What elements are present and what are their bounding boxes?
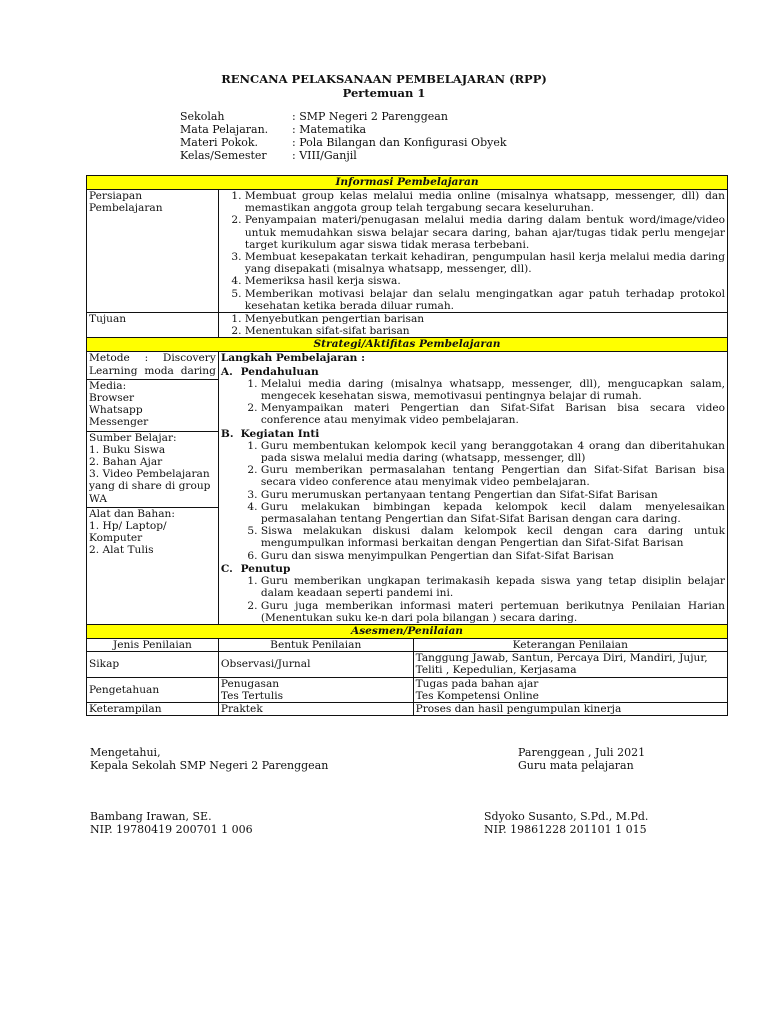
strategi-left-cell — [87, 352, 219, 624]
table-cell: Keterampilan — [87, 702, 219, 715]
persiapan-cell — [218, 190, 727, 313]
list-item: 5. Memberikan motivasi belajar dan selalu mengingatkan agar patuh terhadap protokol kesehatan ketika berada diluar rumah. — [245, 288, 725, 312]
section-letter: B. — [220, 427, 234, 440]
list-item: 4. Guru melakukan bimbingan kepada kelompok kecil dalam menyelesaikan permasalahan tentang Pengertian dan Sifat-Sifat Barisan dengan cara daring. — [261, 501, 725, 525]
media-label: Media: — [89, 379, 127, 392]
section-list — [221, 378, 725, 427]
identity-value: : Matematika — [292, 123, 367, 136]
list-item: 2. Penyampaian materi/penugasan melalui media daring dalam bentuk word/image/video untuk memudahkan siswa belajar secara daring, bahan ajar/tugas tidak perlu mengejar target kurikulum agar siswa tidak merasa terbebani. — [245, 214, 725, 251]
list-item: 2. Menentukan sifat-sifat barisan — [245, 325, 725, 337]
signature-text: Sdyoko Susanto, S.Pd., M.Pd. — [484, 810, 649, 823]
persiapan-list — [221, 190, 725, 312]
list-item: 3. Guru merumuskan pertanyaan tentang Pengertian dan Sifat-Sifat Barisan — [261, 489, 725, 501]
signature-text: Bambang Irawan, SE. — [90, 810, 212, 823]
list-item: Browser — [89, 392, 135, 405]
tujuan-label: Tujuan — [87, 313, 219, 338]
table-cell: Observasi/Jurnal — [218, 652, 413, 677]
list-item: 2. Bahan Ajar — [89, 456, 163, 469]
identity-row — [180, 110, 507, 123]
list-item: 1. Membuat group kelas melalui media online (misalnya whatsapp, messenger, dll) dan memastikan anggota group telah tergabung secara keseluruhan. — [245, 190, 725, 214]
tujuan-list — [221, 313, 725, 337]
table-cell: Penugasan Tes Tertulis — [218, 677, 413, 702]
rpp-table — [86, 175, 728, 716]
list-item: Whatsapp — [89, 404, 143, 417]
list-item: 3. Video Pembelajaran yang di share di group WA — [89, 468, 211, 505]
identity-key: Kelas/Semester — [180, 149, 267, 162]
column-header: Keterangan Penilaian — [413, 638, 727, 651]
section-letter: C. — [220, 562, 233, 575]
table-cell: Proses dan hasil pengumpulan kinerja — [413, 702, 727, 715]
table-row — [87, 677, 728, 702]
persiapan-label: Persiapan Pembelajaran — [87, 190, 219, 313]
langkah-label: Langkah Pembelajaran : — [220, 352, 365, 365]
metode-text: Metode : Discovery Learning moda daring — [87, 352, 218, 379]
identity-value: : SMP Negeri 2 Parenggean — [292, 110, 448, 123]
strategi-header: Strategi/Aktifitas Pembelajaran — [87, 338, 728, 352]
identity-value: : Pola Bilangan dan Konfigurasi Obyek — [292, 136, 507, 149]
column-header: Jenis Penilaian — [87, 638, 219, 651]
signature-text: Mengetahui, — [90, 746, 161, 759]
list-item: 6. Guru dan siswa menyimpulkan Pengertian dan Sifat-Sifat Barisan — [261, 550, 725, 562]
section-title: Penutup — [240, 562, 291, 575]
table-cell: Pengetahuan — [87, 677, 219, 702]
tujuan-cell — [218, 313, 727, 338]
table-cell: Praktek — [218, 702, 413, 715]
list-item: 2. Alat Tulis — [89, 544, 154, 557]
list-item: 2. Guru juga memberikan informasi materi pertemuan berikutnya Penilaian Harian (Menentukan suku ke-n dari pola bilangan ) secara daring. — [261, 600, 725, 624]
document-title: RENCANA PELAKSANAAN PEMBELAJARAN (RPP) — [221, 72, 547, 86]
identity-value: : VIII/Ganjil — [292, 149, 357, 162]
section-title: Kegiatan Inti — [240, 427, 320, 440]
list-item: 5. Siswa melakukan diskusi dalam kelompok kecil dengan cara daring untuk mengumpulkan informasi berkaitan dengan Pengertian dan Sifat-Sifat Barisan — [261, 525, 725, 549]
section-title: Pendahuluan — [240, 365, 319, 378]
identity-row — [180, 149, 507, 162]
list-item: 1. Guru memberikan ungkapan terimakasih kepada siswa yang tetap disiplin belajar dalam keadaan seperti pandemi ini. — [261, 575, 725, 599]
langkah-cell — [218, 352, 727, 624]
list-item: 1. Menyebutkan pengertian barisan — [245, 313, 725, 325]
identity-row — [180, 136, 507, 149]
info-header: Informasi Pembelajaran — [87, 176, 728, 190]
signature-text: Guru mata pelajaran — [518, 759, 634, 772]
signature-text: Kepala Sekolah SMP Negeri 2 Parenggean — [90, 759, 329, 772]
section-heading — [221, 366, 725, 378]
signature-text: NIP. 19780419 200701 1 006 — [90, 823, 253, 836]
identity-row — [180, 123, 507, 136]
section-list — [221, 575, 725, 624]
identity-block — [180, 110, 507, 162]
identity-key: Materi Pokok. — [180, 136, 259, 149]
list-item: 1. Buku Siswa — [89, 443, 166, 456]
list-item: 2. Menyampaikan materi Pengertian dan Sifat-Sifat Barisan bisa secara video conference atau menyimak video pembelajaran. — [261, 402, 725, 426]
list-item: 2. Guru memberikan permasalahan tentang Pengertian dan Sifat-Sifat Barisan bisa secara video conference atau menyimak video pembelajaran. — [261, 464, 725, 488]
signature-left-name — [90, 810, 253, 836]
list-item: 1. Melalui media daring (misalnya whatsapp, messenger, dll), mengucapkan salam, mengecek kesehatan siswa, memotivasui pentingnya belajar di rumah. — [261, 378, 725, 402]
section-list — [221, 440, 725, 562]
list-item: 1. Guru membentukan kelompok kecil yang beranggotakan 4 orang dan diberitahukan pada siswa melalui media daring (whatsapp, messenger, dll) — [261, 440, 725, 464]
list-item: 4. Memeriksa hasil kerja siswa. — [245, 275, 725, 287]
asesmen-header: Asesmen/Penilaian — [87, 624, 728, 638]
table-cell: Tanggung Jawab, Santun, Percaya Diri, Mandiri, Jujur, Teliti , Kepedulian, Kerjasama — [413, 652, 727, 677]
column-header: Bentuk Penilaian — [218, 638, 413, 651]
signature-right-name — [484, 810, 648, 836]
list-item: Messenger — [89, 416, 149, 429]
signature-left-heading — [90, 746, 328, 772]
identity-key: Sekolah — [180, 110, 225, 123]
alat-block — [87, 508, 218, 559]
table-cell: Tugas pada bahan ajar Tes Kompetensi Online — [413, 677, 727, 702]
table-cell: Sikap — [87, 652, 219, 677]
sumber-block — [87, 432, 218, 508]
section-letter: A. — [220, 365, 233, 378]
list-item: 3. Membuat kesepakatan terkait kehadiran, pengumpulan hasil kerja melalui media daring yang disepakati (misalnya whatsapp, messenger, dll). — [245, 251, 725, 275]
signature-text: Parenggean , Juli 2021 — [518, 746, 646, 759]
signature-right-heading — [518, 746, 645, 772]
table-row — [87, 702, 728, 715]
signature-text: NIP. 19861228 201101 1 015 — [484, 823, 647, 836]
document-subtitle: Pertemuan 1 — [342, 86, 426, 100]
alat-label: Alat dan Bahan: — [89, 507, 175, 520]
sumber-label: Sumber Belajar: — [89, 431, 177, 444]
media-block — [87, 380, 218, 432]
list-item: 1. Hp/ Laptop/ Komputer — [89, 520, 167, 545]
table-row — [87, 652, 728, 677]
section-heading — [221, 428, 725, 440]
section-heading — [221, 563, 725, 575]
identity-key: Mata Pelajaran. — [180, 123, 269, 136]
